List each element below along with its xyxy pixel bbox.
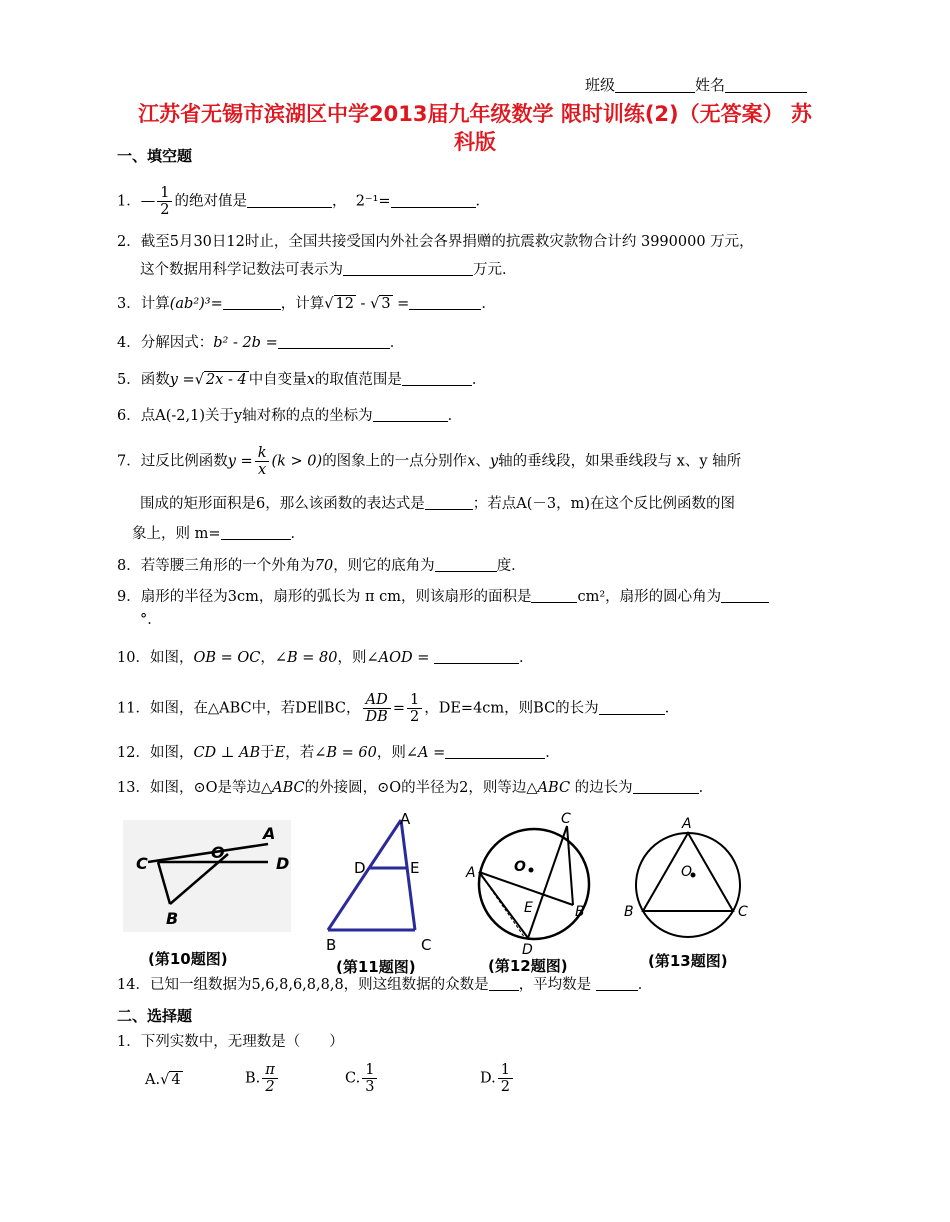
q7-text-a: 过反比例函数	[140, 453, 228, 470]
q5-radicand: 2x - 4	[205, 372, 247, 388]
fig12-label-d: D	[522, 942, 533, 958]
q6-number: 6．	[117, 408, 141, 424]
q14-blank-1[interactable]	[489, 976, 519, 991]
fig11-label-e: E	[410, 859, 420, 877]
fig11-label-b: B	[326, 936, 337, 954]
q10-end: ．	[519, 650, 534, 666]
q13-number: 13．	[117, 780, 150, 796]
q9-number: 9．	[117, 589, 141, 605]
c1-option-d-label: D.	[480, 1070, 496, 1087]
q9-text-a: 扇形的半径为3cm，扇形的弧长为 π cm，则该扇形的面积是	[140, 589, 532, 605]
q8-value: 70	[314, 558, 334, 574]
name-label: 姓名	[695, 76, 726, 94]
q6-end: ．	[447, 408, 463, 424]
q5-var: x	[306, 372, 315, 388]
question-14	[117, 975, 652, 995]
q6-text: 点A(-2,1)关于y轴对称的点的坐标为	[140, 408, 373, 424]
fig10-label-a: A	[263, 824, 276, 843]
q13-end: ．	[698, 780, 714, 796]
fig12-label-a: A	[466, 865, 476, 881]
question-11	[117, 692, 679, 725]
q10-text-b: ，则	[337, 650, 367, 666]
q5-text-b: 中自变量	[248, 372, 307, 388]
c1-option-b-fraction	[262, 1062, 278, 1095]
q7-text-c: 轴的垂线段，如果垂线段与 x、y 轴所	[498, 453, 742, 470]
student-info-line	[585, 74, 807, 95]
q8-number: 8．	[117, 558, 141, 574]
q3-number: 3．	[117, 296, 141, 312]
q3-text-a: 计算	[140, 296, 170, 312]
c1-option-c[interactable]	[345, 1062, 379, 1095]
q13-text-a: 如图，⊙O是等边△	[149, 780, 273, 796]
c1-option-a[interactable]: A.√ 4	[145, 1072, 181, 1088]
title-line-2: 科版	[454, 130, 496, 154]
fig12-caption: (第12题图)	[488, 957, 568, 975]
c1-option-c-label: C.	[345, 1070, 361, 1087]
q2-number: 2．	[117, 234, 141, 250]
question-5: 5．函数y =√ 2x - 4 中自变量x的取值范围是 ．	[117, 372, 487, 388]
c1-option-a-label: A.	[145, 1072, 161, 1088]
q14-blank-2[interactable]	[596, 976, 638, 991]
q5-text-c: 的取值范围是	[314, 372, 402, 388]
question-7	[117, 445, 741, 478]
q7-frac-num: k	[255, 445, 270, 462]
c1-option-b-label: B.	[245, 1070, 261, 1087]
q10-blank[interactable]	[434, 649, 519, 664]
c1-option-d-fraction	[498, 1062, 513, 1095]
q3-blank-2[interactable]	[409, 295, 481, 310]
q7-blank-1[interactable]	[425, 495, 473, 510]
question-7-line-2	[140, 494, 735, 514]
q1-text: 的绝对值是	[174, 193, 247, 210]
q1-frac-den: 2	[160, 202, 170, 218]
q7-fraction	[255, 445, 270, 478]
fig13-circle	[636, 833, 740, 937]
class-blank[interactable]	[615, 78, 695, 93]
section-heading-fill-in: 一、填空题	[117, 147, 193, 165]
figures-row	[118, 812, 768, 977]
fig13-label-c: C	[738, 904, 748, 920]
q2-unit: 万元．	[473, 262, 517, 278]
fig12-chord-cd	[528, 826, 567, 938]
c1-option-a-value: 4	[171, 1072, 181, 1088]
q11-frac2-num: 1	[407, 692, 422, 709]
q3-text-b: ，计算	[280, 296, 325, 312]
q12-sep: ，若	[285, 745, 315, 761]
c1-option-b[interactable]	[245, 1062, 280, 1095]
question-13	[117, 778, 713, 798]
q12-expr-1: CD ⊥ AB	[193, 745, 261, 761]
q3-end: ．	[481, 296, 496, 312]
question-12	[117, 743, 560, 763]
q3-expr-1: (ab²)³=	[169, 296, 223, 312]
q12-blank[interactable]	[445, 744, 545, 759]
q1-expr: 2⁻¹=	[355, 193, 391, 210]
q1-number: 1．	[117, 193, 141, 210]
q4-blank[interactable]	[278, 334, 390, 349]
q10-expr-3: ∠AOD =	[366, 650, 430, 666]
q10-number: 10．	[117, 650, 150, 666]
q7-end: ．	[290, 526, 306, 542]
q10-sep: ，	[260, 650, 275, 666]
q5-end: ．	[471, 372, 487, 388]
q5-number: 5．	[117, 372, 141, 388]
q12-e: E	[274, 745, 286, 761]
q4-number: 4．	[117, 335, 141, 351]
q7-line3: 象上，则 m=	[132, 526, 221, 542]
q7-x: x	[467, 453, 476, 470]
fig10-label-o: O	[211, 843, 225, 862]
q7-condition: (k > 0)	[271, 453, 323, 470]
q7-text-b: 的图象上的一点分别作	[322, 453, 468, 470]
q5-blank[interactable]	[402, 371, 472, 386]
q5-text-a: 函数	[140, 372, 170, 388]
q1-frac-num: 1	[157, 185, 172, 202]
q14-text-b: ，平均数是	[518, 977, 592, 993]
question-2-cont	[140, 260, 517, 280]
q12-expr-2: ∠B = 60	[314, 745, 377, 761]
q3-minus: -	[355, 296, 371, 312]
q7-line2-a: 围成的矩形面积是6，那么该函数的表达式是	[140, 496, 425, 512]
fig10-caption: (第10题图)	[148, 950, 228, 968]
q14-number: 14．	[117, 977, 150, 993]
q7-frac-den: x	[257, 462, 267, 478]
q6-blank[interactable]	[373, 407, 448, 422]
q4-text: 分解因式：	[140, 335, 214, 351]
q2-line-1: 截至5月30日12时止，全国共接受国内外社会各界捐赠的抗震救灾款物合计约 3990000 万元，	[140, 234, 754, 250]
fig11-label-c: C	[421, 936, 432, 954]
name-blank[interactable]	[725, 78, 807, 93]
q7-blank-2[interactable]	[221, 525, 291, 540]
c1-option-d-num: 1	[498, 1062, 513, 1079]
question-4	[117, 333, 404, 353]
choice-question-1	[117, 1032, 344, 1052]
c1-option-b-den: 2	[265, 1079, 275, 1095]
q5-expr-y: y =	[169, 372, 195, 388]
fig11-caption: (第11题图)	[336, 958, 416, 976]
q11-text-a: 如图，在△ABC中，若DE∥BC，	[149, 700, 361, 717]
q1-end: ．	[475, 193, 491, 210]
question-9	[117, 587, 769, 607]
question-6	[117, 406, 462, 426]
question-8	[117, 556, 526, 576]
c1-option-d-den: 2	[500, 1079, 510, 1095]
q11-fraction-2	[407, 692, 422, 725]
q11-blank[interactable]	[599, 700, 665, 715]
q1-sep: ，	[331, 193, 347, 210]
q8-text-b: ，则它的底角为	[333, 558, 435, 574]
figure-11	[326, 812, 431, 976]
q11-number: 11．	[117, 700, 150, 717]
fig10-label-c: C	[136, 854, 148, 873]
q14-text-a: 已知一组数据为5,6,8,6,8,8,8，则这组数据的众数是	[149, 977, 489, 993]
fig13-label-o: O	[681, 864, 693, 880]
q9-text-b: cm²，扇形的圆心角为	[577, 589, 722, 605]
q3-blank-1[interactable]	[223, 295, 281, 310]
fig12-label-e: E	[524, 900, 533, 916]
q1-blank-1[interactable]	[247, 193, 332, 208]
q9-line-2: °．	[140, 612, 162, 628]
q7-number: 7．	[117, 453, 141, 470]
q8-text-a: 若等腰三角形的一个外角为	[140, 558, 315, 574]
fig12-label-c: C	[561, 812, 571, 827]
q10-expr-1: OB = OC	[193, 650, 261, 666]
q12-text-a: 如图，	[149, 745, 194, 761]
q3-eq: =	[392, 296, 410, 312]
q11-fraction-1	[363, 692, 391, 725]
fig12-chord-cb	[567, 826, 573, 905]
fig13-caption: (第13题图)	[648, 952, 728, 970]
q1-neg: —	[140, 193, 156, 210]
q8-blank[interactable]	[435, 557, 497, 572]
c1-option-c-num: 1	[362, 1062, 377, 1079]
q3-sqrt-12: 12	[335, 296, 354, 312]
c1-option-c-den: 3	[365, 1079, 375, 1095]
q12-number: 12．	[117, 745, 150, 761]
q7-y: y	[489, 453, 499, 470]
question-2	[117, 232, 754, 252]
question-9-line-2	[140, 610, 162, 630]
question-7-line-3	[132, 524, 305, 544]
fig12-label-b: B	[575, 904, 585, 920]
c1-option-c-fraction	[362, 1062, 377, 1095]
q13-abc-2: ABC	[537, 780, 571, 796]
q1-blank-2[interactable]	[391, 193, 476, 208]
q7-sep: 、	[475, 453, 490, 470]
fig13-label-b: B	[624, 904, 634, 920]
q4-expr: b² - 2b =	[213, 335, 278, 351]
figure-13	[624, 816, 748, 970]
fig11-label-a: A	[400, 812, 411, 828]
q11-end: ．	[664, 700, 680, 717]
q11-eq: =	[392, 700, 405, 717]
fig10-label-d: D	[276, 854, 290, 873]
q4-end: ．	[389, 335, 405, 351]
q2-line-2: 这个数据用科学记数法可表示为	[140, 262, 343, 278]
c1-number: 1．	[117, 1034, 141, 1050]
q13-text-c: 的边长为	[570, 780, 633, 796]
q13-blank[interactable]	[633, 779, 699, 794]
q11-frac2-den: 2	[409, 709, 420, 725]
figure-10	[123, 820, 291, 968]
fig10-label-b: B	[166, 909, 179, 928]
fig11-label-d: D	[354, 859, 366, 877]
q7-line2-b: ；若点A(－3，m)在这个反比例函数的图	[472, 496, 735, 512]
q12-text-c: ，则	[376, 745, 406, 761]
question-10	[117, 648, 534, 668]
c1-text: 下列实数中，无理数是（ ）	[140, 1034, 344, 1050]
q11-text-b: ，DE=4cm，则BC的长为	[424, 700, 599, 717]
q11-frac-den: DB	[365, 709, 388, 725]
q13-text-b: 的外接圆，⊙O的半径为2，则等边△	[304, 780, 538, 796]
fig12-label-o: O	[514, 859, 526, 875]
figure-12	[465, 812, 589, 975]
c1-option-b-num: π	[262, 1062, 278, 1079]
document-title	[95, 100, 855, 156]
q9-blank-1[interactable]	[531, 588, 577, 603]
q12-expr-3: ∠A =	[405, 745, 446, 761]
title-line-1: 江苏省无锡市滨湖区中学2013届九年级数学 限时训练(2)（无答案） 苏	[138, 102, 812, 126]
q1-fraction	[157, 185, 172, 218]
q12-text-b: 于	[260, 745, 275, 761]
class-label: 班级	[585, 76, 616, 94]
q8-end: 度．	[496, 558, 526, 574]
question-3: 3．计算(ab²)³= ，计算√ 12 - √ 3 = ．	[117, 296, 496, 312]
q9-blank-2[interactable]	[721, 588, 769, 603]
fig13-label-a: A	[682, 816, 692, 832]
fig12-center-dot	[529, 868, 534, 873]
q3-sqrt-3: 3	[381, 296, 391, 312]
q2-blank[interactable]	[343, 261, 473, 276]
q11-frac-num: AD	[363, 692, 391, 709]
q13-abc: ABC	[272, 780, 305, 796]
q10-expr-2: ∠B = 80	[274, 650, 338, 666]
q12-end: ．	[545, 745, 560, 761]
q7-expr-y: y =	[227, 453, 253, 470]
q14-end: ．	[637, 977, 653, 993]
section-heading-choice: 二、选择题	[117, 1007, 193, 1025]
question-1	[117, 185, 490, 218]
c1-option-d[interactable]	[480, 1062, 515, 1095]
q10-text-a: 如图，	[149, 650, 194, 666]
